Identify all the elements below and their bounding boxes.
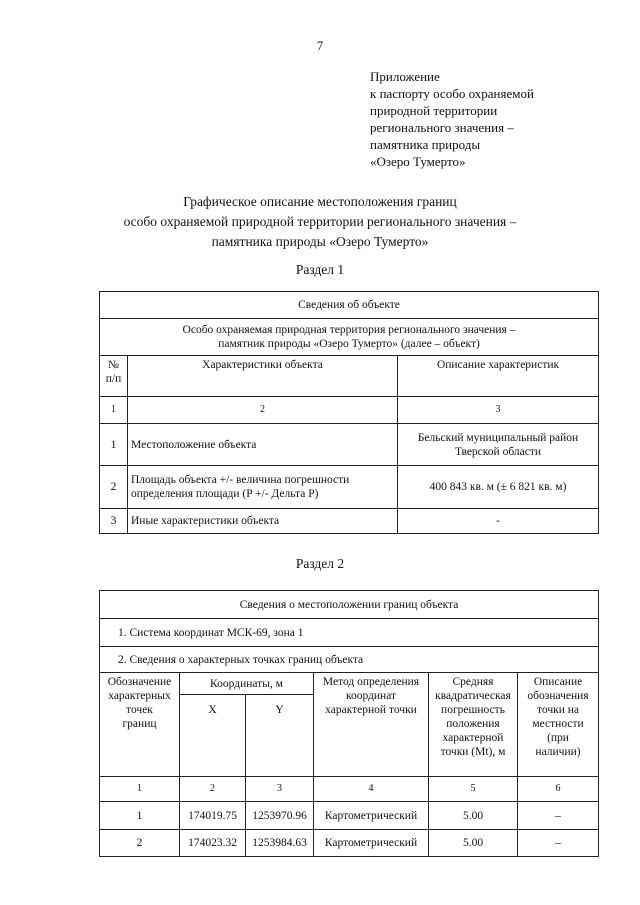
- page-number: 7: [316, 38, 324, 53]
- col-header-num-line: п/п: [105, 373, 122, 385]
- row-description-line: Тверской области: [455, 445, 542, 458]
- table-row: [100, 802, 599, 830]
- col-header-error-line: характерной: [442, 732, 504, 744]
- boundary-info-header: Сведения о местоположении границ объекта: [100, 591, 599, 619]
- table-row: [100, 509, 599, 534]
- row-description: 400 843 кв. м (± 6 821 кв. м): [398, 466, 599, 509]
- row-num: 3: [100, 509, 128, 534]
- col-header-point-line: точек: [126, 704, 153, 716]
- row-characteristic: Местоположение объекта: [128, 424, 398, 466]
- point-error: 5.00: [429, 802, 518, 830]
- col-number: 2: [180, 777, 246, 802]
- point-marking: –: [518, 802, 599, 830]
- section1-heading: Раздел 1: [295, 262, 345, 277]
- col-header-error-line: погрешность: [441, 704, 505, 716]
- col-header-y: Y: [246, 695, 314, 777]
- col-number: 1: [100, 777, 180, 802]
- col-header-point: [100, 673, 180, 777]
- row-num: 2: [100, 466, 128, 509]
- boundary-points-table: [99, 590, 599, 857]
- coord-x: 174019.75: [180, 802, 246, 830]
- col-header-error-line: точки (Mt), м: [440, 746, 506, 758]
- col-header-method-line: характерной точки: [325, 704, 417, 716]
- row-characteristic: Иные характеристики объекта: [128, 509, 398, 534]
- col-header-point-line: Обозначение: [107, 676, 172, 688]
- point-method: Картометрический: [314, 830, 429, 857]
- row-description-line: Бельский муниципальный район: [417, 431, 579, 444]
- appendix-line: памятника природы: [370, 137, 481, 152]
- point-method: Картометрический: [314, 802, 429, 830]
- col-number: 6: [518, 777, 599, 802]
- col-header-marking: [518, 673, 599, 777]
- coord-y: 1253970.96: [246, 802, 314, 830]
- title-line: особо охраняемой природной территории регионального значения –: [123, 214, 517, 229]
- col-number: 2: [128, 397, 398, 424]
- col-header-error-line: квадратическая: [435, 690, 511, 702]
- appendix-line: к паспорту особо охраняемой: [370, 86, 534, 101]
- row-characteristic-line: Площадь объекта +/- величина погрешности: [131, 474, 350, 486]
- point-id: 1: [100, 802, 180, 830]
- appendix-line: регионального значения –: [370, 120, 514, 135]
- col-header-marking-line: обозначения: [527, 690, 589, 702]
- object-info-header: Сведения об объекте: [100, 292, 599, 319]
- col-header-error-line: Средняя: [452, 676, 494, 688]
- row-description: [398, 424, 599, 466]
- col-header-description: Описание характеристик: [398, 356, 599, 397]
- col-header-x: X: [180, 695, 246, 777]
- col-header-num-line: №: [108, 359, 119, 371]
- coord-x: 174023.32: [180, 830, 246, 857]
- col-header-method: [314, 673, 429, 777]
- object-info-table: [99, 291, 599, 534]
- point-error: 5.00: [429, 830, 518, 857]
- col-header-num: [100, 356, 128, 397]
- object-name-line: памятник природы «Озеро Тумерто» (далее – объект): [218, 338, 480, 350]
- col-header-coordinates: Координаты, м: [180, 673, 314, 695]
- col-header-marking-line: точки на: [537, 704, 580, 716]
- col-number: 1: [100, 397, 128, 424]
- col-number: 3: [246, 777, 314, 802]
- table-row: [100, 466, 599, 509]
- col-header-point-line: характерных: [108, 690, 171, 702]
- title-line: памятника природы «Озеро Тумерто»: [211, 234, 429, 249]
- col-header-method-line: координат: [345, 690, 397, 702]
- appendix-line: природной территории: [370, 103, 498, 118]
- col-number: 3: [398, 397, 599, 424]
- coordinate-system: 1. Система координат МСК-69, зона 1: [100, 619, 599, 647]
- col-number: 4: [314, 777, 429, 802]
- col-header-marking-line: (при: [547, 732, 569, 744]
- point-id: 2: [100, 830, 180, 857]
- col-header-marking-line: местности: [532, 718, 584, 730]
- points-header: 2. Сведения о характерных точках границ объекта: [100, 647, 599, 673]
- col-header-marking-line: наличии): [535, 746, 581, 758]
- coord-y: 1253984.63: [246, 830, 314, 857]
- row-characteristic-line: определения площади (P +/- Дельта P): [131, 488, 319, 500]
- col-header-method-line: Метод определения: [322, 676, 420, 688]
- object-name: [100, 319, 599, 356]
- row-description: -: [398, 509, 599, 534]
- table-row: [100, 424, 599, 466]
- col-number: 5: [429, 777, 518, 802]
- col-header-marking-line: Описание: [533, 676, 583, 688]
- appendix-line: «Озеро Тумерто»: [370, 154, 466, 169]
- table-row: [100, 830, 599, 857]
- object-name-line: Особо охраняемая природная территория регионального значения –: [182, 324, 516, 336]
- col-header-error-line: положения: [446, 718, 500, 730]
- col-header-point-line: границ: [122, 718, 157, 730]
- col-header-error: [429, 673, 518, 777]
- col-header-characteristic: Характеристики объекта: [128, 356, 398, 397]
- row-num: 1: [100, 424, 128, 466]
- section2-heading: Раздел 2: [295, 556, 345, 571]
- document-title: [0, 192, 640, 252]
- appendix-line: Приложение: [370, 69, 440, 84]
- title-line: Графическое описание местоположения границ: [183, 194, 457, 209]
- appendix-note: [370, 68, 534, 170]
- point-marking: –: [518, 830, 599, 857]
- row-characteristic: [128, 466, 398, 509]
